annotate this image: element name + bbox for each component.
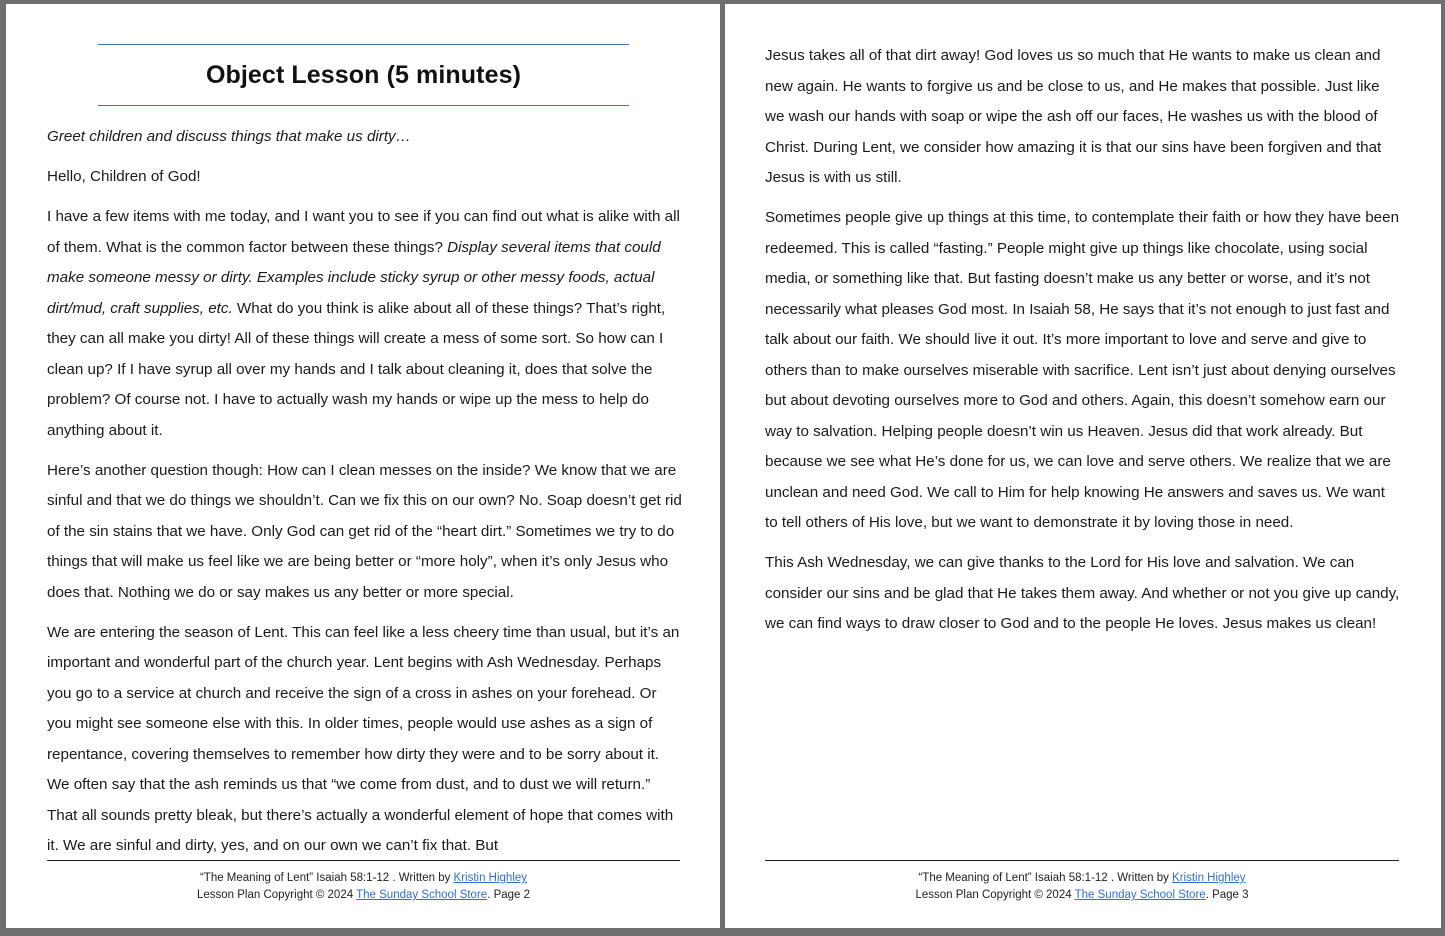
page-number: . Page 3: [1205, 889, 1249, 901]
page-2-body: [47, 122, 683, 871]
footer-line-1: [47, 870, 680, 887]
store-link[interactable]: The Sunday School Store: [356, 889, 488, 901]
author-link[interactable]: Kristin Highley: [453, 872, 528, 884]
paragraph-inside-messes: Here’s another question though: How can I clean messes on the inside? We know that we are sinful and that we do things we shouldn’t. Can we fix this on our own? No. Soap doesn’t get rid of the sin stains that we have. Only God can get rid of the “heart dirt.” Sometimes we try to do things that will make us feel like we are being better or “more holy”, when it’s only Jesus who does that. Nothing we do or say makes us any better or more special.: [47, 461, 682, 601]
footer-line-2: [47, 887, 680, 904]
paragraph-jesus-cleans: Jesus takes all of that dirt away! God loves us so much that He wants to make us clean and new again. He wants to forgive us and be close to us, and He makes that possible. Just like we wash our hands with soap or wipe the ash off our faces, He washes us with the blood of Christ. During Lent, we consider how amazing it is that our sins have been forgiven and that Jesus is with us still.: [765, 47, 1382, 186]
intro-italic: Greet children and discuss things that make us dirty…: [47, 128, 411, 145]
greeting: Hello, Children of God!: [47, 168, 201, 185]
paragraph-ash-wednesday: This Ash Wednesday, we can give thanks to the Lord for His love and salvation. We can consider our sins and be glad that He takes them away. And whether or not you give up candy, we can find ways to draw closer to God and to the people He loves. Jesus makes us clean!: [765, 554, 1400, 632]
paragraph-lent: We are entering the season of Lent. This can feel like a less cheery time than usual, but it’s an important and wonderful part of the church year. Lent begins with Ash Wednesday. Perhaps you go to a service at church and receive the sign of a cross in ashes on your forehead. Or you might see someone else with this. In older times, people would use ashes as a sign of repentance, covering themselves to remember how dirty they were and to be sorry about it. We often say that the ash reminds us that “we come from dust, and to dust we will return.” That all sounds pretty bleak, but there’s actually a wonderful element of hope that comes with it. We are sinful and dirty, yes, and on our own we can’t fix that. But: [47, 623, 680, 854]
paragraph-items-a: I have a few items with me today, and I want you to see if you can find out what is alike with all of them. What is the common factor between these things?: [47, 208, 680, 256]
intro-instruction: [47, 122, 683, 153]
paragraph-items-italic: Display several items that could make someone messy or dirty. Examples include sticky syrup or other messy foods, actual dirt/mud, craft supplies, etc.: [47, 238, 661, 317]
footer-divider: [47, 860, 680, 861]
page-number: . Page 2: [487, 889, 531, 901]
paragraph-items-b: What do you think is alike about all of these things? That’s right, they can all make you dirty! All of these things will create a mess of some sort. So how can I clean up? If I have syrup all over my hands and I talk about cleaning it, does that solve the problem? Of course not. I have to actually wash my hands or wipe up the mess to help do anything about it.: [47, 299, 666, 439]
page-3-body: [765, 41, 1401, 649]
title-block: [98, 44, 629, 106]
footer-line-2: [765, 887, 1399, 904]
author-link[interactable]: Kristin Highley: [1172, 872, 1246, 884]
footer-title-text: “The Meaning of Lent” Isaiah 58:1-12 . Written by: [199, 872, 454, 884]
footer-line-1: [765, 870, 1399, 887]
footer-copyright-text: Lesson Plan Copyright © 2024: [196, 889, 357, 901]
footer-divider: [765, 860, 1399, 861]
footer-title-text: “The Meaning of Lent” Isaiah 58:1-12 . Written by: [918, 872, 1173, 884]
footer-copyright-text: Lesson Plan Copyright © 2024: [915, 889, 1075, 901]
page-footer: [765, 870, 1399, 904]
page-footer: [47, 870, 680, 904]
page-2: [6, 4, 720, 928]
page-title: Object Lesson (5 minutes): [205, 60, 522, 89]
page-3: [725, 4, 1441, 928]
paragraph-fasting: Sometimes people give up things at this time, to contemplate their faith or how they have been redeemed. This is called “fasting.” People might give up things like chocolate, using social media, or something like that. But fasting doesn’t make us any better or worse, and it’s not necessarily what pleases God most. In Isaiah 58, He says that it’s not enough to just fast and talk about our faith. We should live it out. It’s more important to love and serve and give to others than to make ourselves miserable with sacrifice. Lent isn’t just about denying ourselves but about devoting ourselves more to God and others. Again, this doesn’t somehow earn our way to salvation. Helping people doesn’t win us Heaven. Jesus did that work already. But because we see what He’s done for us, we can love and serve others. We realize that we are unclean and need God. We call to Him for help knowing He answers and saves us. We want to tell others of His love, but we want to demonstrate it by loving those in need.: [765, 209, 1400, 531]
store-link[interactable]: The Sunday School Store: [1074, 889, 1206, 901]
paragraph-items: [47, 202, 683, 446]
